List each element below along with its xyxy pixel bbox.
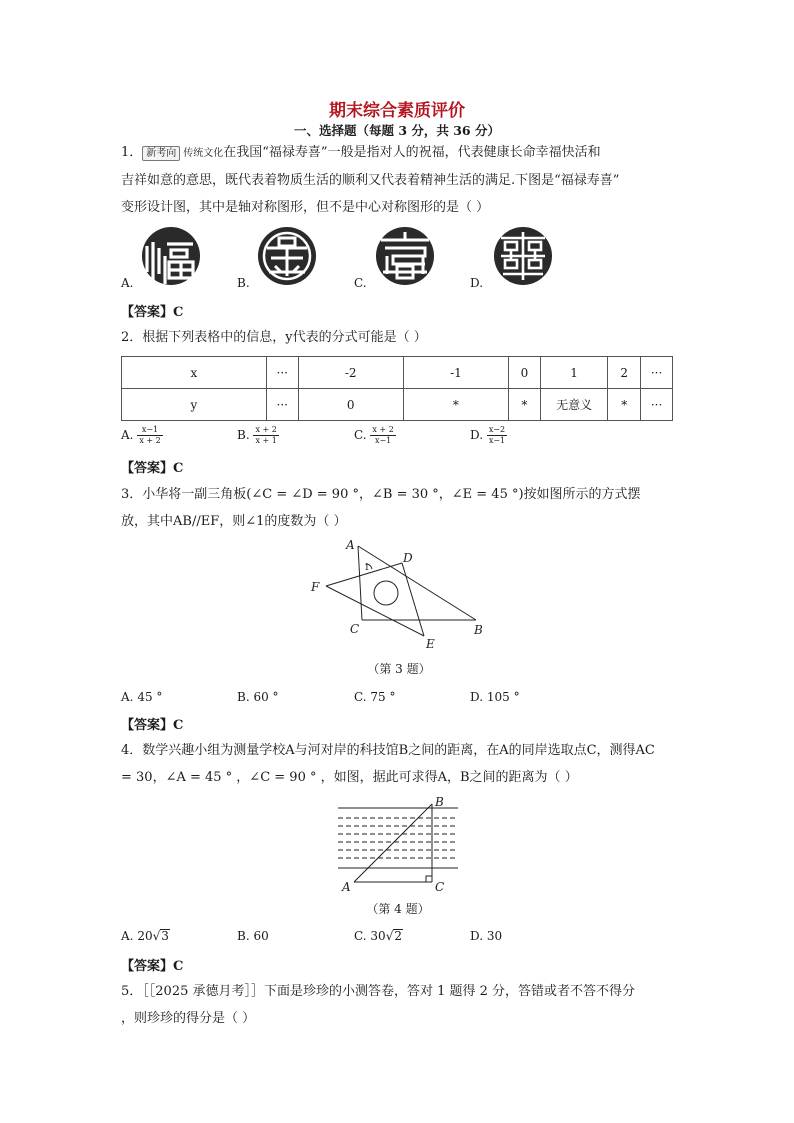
shou-character-icon — [375, 226, 435, 286]
line-ab — [358, 546, 476, 620]
question-1-line-3: 变形设计图，其中是轴对称图形，但不是中心对称图形的是（ ） — [121, 200, 490, 215]
xi-character-icon — [493, 226, 553, 286]
option-a-label: A. — [121, 276, 134, 290]
table-cell: ··· — [266, 389, 298, 421]
numerator: x−1 — [137, 425, 162, 436]
question-3-line-2: 放，其中AB//EF，则∠1的度数为（ ） — [121, 514, 347, 529]
option-label: D. — [470, 428, 484, 442]
question-4-line-2: = 30，∠A = 45 ° ，∠C = 90 ° ，如图，据此可求得A，B之间的距离为（ ） — [121, 770, 578, 785]
option-d — [470, 690, 520, 704]
page-title: 期末综合素质评价 — [329, 101, 465, 121]
option-value: 45 ° — [137, 690, 163, 704]
table-cell: * — [608, 389, 641, 421]
option-b-label: B. — [237, 276, 250, 290]
table-cell: ··· — [266, 357, 298, 389]
table-cell: x — [122, 357, 267, 389]
line-fe — [326, 586, 424, 636]
table-cell: * — [509, 389, 541, 421]
option-d — [470, 929, 502, 943]
table-cell: -1 — [403, 357, 508, 389]
label-a: A — [346, 538, 355, 552]
label-d: D — [403, 551, 413, 565]
xy-table — [121, 356, 673, 421]
option-value: 60 ° — [253, 690, 279, 704]
question-2-answer: 【答案】C — [121, 461, 184, 476]
line-ac — [358, 546, 362, 620]
option-value: 60 — [253, 929, 269, 943]
question-5-line-2: ，则珍珍的得分是（ ） — [121, 1011, 256, 1026]
fraction — [137, 425, 162, 446]
question-1-line-2: 吉祥如意的意思，既代表着物质生活的顺利又代表着精神生活的满足.下图是“福禄寿喜” — [121, 173, 620, 188]
denominator: x−1 — [488, 436, 506, 445]
question-4-answer: 【答案】C — [121, 959, 184, 974]
table-cell: ··· — [641, 357, 673, 389]
table-cell: 0 — [298, 389, 403, 421]
option-label: D. — [470, 929, 484, 943]
figure-4-caption: （第 4 题） — [366, 902, 430, 916]
option-value: 30 — [486, 929, 503, 943]
table-cell: -2 — [298, 357, 403, 389]
label-b: B — [474, 623, 483, 637]
right-angle-mark — [426, 876, 432, 882]
lu-character-icon — [257, 226, 317, 286]
question-3-line-1: 3．小华将一副三角板(∠C = ∠D = 90 °，∠B = 30 °，∠E = 45 °)按如图所示的方式摆 — [121, 487, 641, 502]
denominator: x−1 — [374, 436, 392, 445]
line-de — [402, 563, 424, 636]
question-4-line-1: 4．数学兴趣小组为测量学校A与河对岸的科技馆B之间的距离，在A的同岸选取点C，测得AC — [121, 743, 655, 758]
label-e: E — [426, 637, 435, 650]
table-row-y — [122, 389, 673, 421]
circle-hole — [374, 581, 398, 605]
table-cell: 0 — [509, 357, 541, 389]
line-ab — [354, 804, 432, 882]
fraction — [487, 425, 507, 446]
radicand: 3 — [161, 929, 169, 943]
option-label: A. — [121, 929, 134, 943]
tag-label: 传统文化 — [183, 148, 224, 159]
option-c — [354, 425, 396, 446]
question-2-text: 2．根据下列表格中的信息，y代表的分式可能是（ ） — [121, 330, 427, 345]
option-a — [121, 690, 162, 704]
option-label: B. — [237, 428, 250, 442]
river-figure — [334, 794, 462, 894]
fraction — [253, 425, 278, 446]
label-b: B — [435, 795, 444, 809]
option-c — [354, 929, 403, 943]
table-cell: * — [403, 389, 508, 421]
denominator: x + 2 — [139, 436, 161, 445]
fu-character-icon — [141, 226, 201, 286]
label-f: F — [311, 580, 320, 594]
numerator: x + 2 — [372, 425, 394, 434]
table-cell: 2 — [608, 357, 641, 389]
fraction — [370, 425, 395, 446]
option-d-label: D. — [470, 276, 484, 290]
option-label: C. — [354, 428, 367, 442]
label-a: A — [342, 880, 351, 894]
option-b — [237, 690, 279, 704]
label-c: C — [350, 622, 360, 636]
coefficient: 30 — [370, 929, 386, 943]
option-d — [470, 425, 507, 446]
question-text: 在我国“福禄寿喜”一般是指对人的祝福，代表健康长命幸福快活和 — [223, 145, 601, 160]
option-c-label: C. — [354, 276, 367, 290]
numerator: x−2 — [488, 425, 506, 434]
table-cell: 1 — [540, 357, 608, 389]
table-cell: 无意义 — [540, 389, 608, 421]
option-label: C. — [354, 690, 367, 704]
option-a — [121, 929, 170, 943]
triangle-figure — [306, 536, 492, 650]
radicand: 2 — [394, 929, 402, 943]
label-c: C — [435, 880, 445, 894]
option-value: 105 ° — [486, 690, 520, 704]
table-cell: ··· — [641, 389, 673, 421]
option-label: C. — [354, 929, 367, 943]
label-angle-1: 1 — [364, 563, 370, 573]
option-label: A. — [121, 690, 134, 704]
table-row-x — [122, 357, 673, 389]
new-direction-badge: 新考向 — [142, 146, 180, 161]
option-c — [354, 690, 396, 704]
option-label: A. — [121, 428, 134, 442]
coefficient: 20 — [137, 929, 153, 943]
option-label: B. — [237, 929, 250, 943]
denominator: x + 1 — [255, 436, 277, 445]
question-3-answer: 【答案】C — [121, 718, 184, 733]
radical-sign: √ — [385, 929, 394, 943]
question-5-line-1: 5．［［2025 承德月考］］下面是珍珍的小测答卷，答对 1 题得 2 分，答错或者不答不得分 — [121, 984, 636, 999]
option-label: D. — [470, 690, 484, 704]
option-value: 75 ° — [370, 690, 396, 704]
option-b — [237, 425, 279, 446]
question-1-answer: 【答案】C — [121, 305, 184, 320]
option-a — [121, 425, 163, 446]
option-b — [237, 929, 269, 943]
numerator: x + 2 — [255, 425, 277, 434]
section-heading: 一、选择题（每题 3 分，共 36 分） — [293, 123, 500, 138]
question-1-line-1 — [121, 144, 601, 163]
radical-sign: √ — [152, 929, 161, 943]
question-number: 1． — [121, 145, 143, 160]
option-label: B. — [237, 690, 250, 704]
figure-3-caption: （第 3 题） — [367, 662, 431, 676]
table-cell: y — [122, 389, 267, 421]
